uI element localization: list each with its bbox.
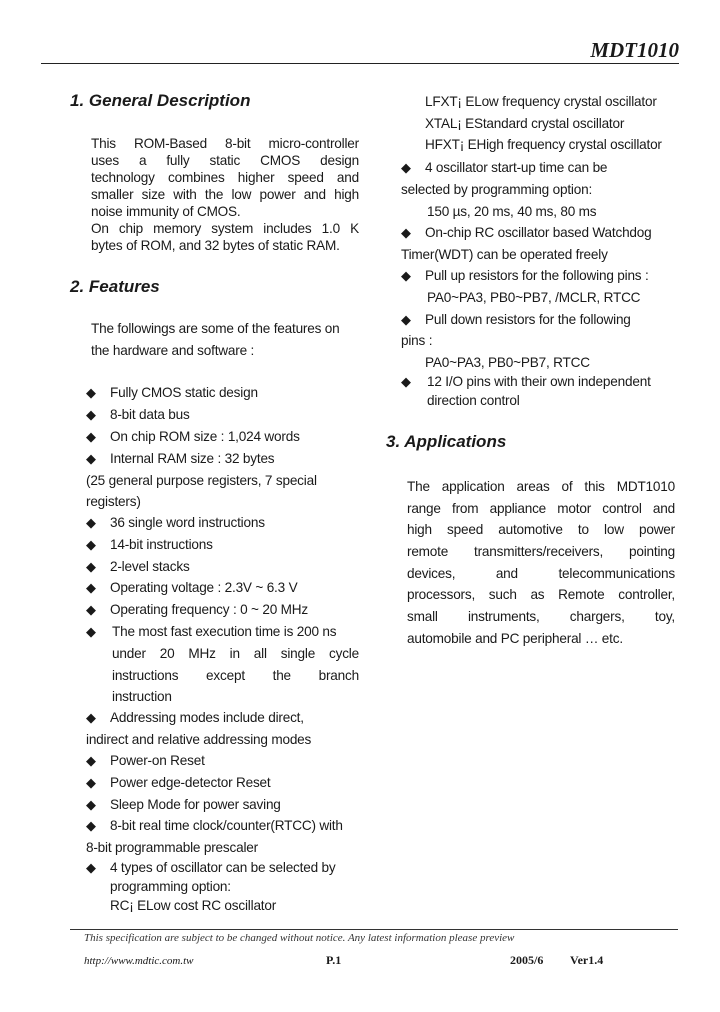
- bullet-icon: ◆: [86, 385, 96, 400]
- oscillator-option: LFXT¡ ЕLow frequency crystal oscillator: [425, 94, 657, 109]
- text-line: devices, and telecommunications: [407, 565, 675, 581]
- bullet-icon: ◆: [86, 860, 96, 875]
- feature-item: 4 oscillator start-up time can be: [425, 160, 608, 175]
- bullet-icon: ◆: [401, 225, 411, 240]
- bullet-icon: ◆: [86, 451, 96, 466]
- text-line: technology combines higher speed and: [91, 170, 359, 185]
- feature-item-continued: 8-bit programmable prescaler: [86, 840, 258, 855]
- feature-item: On-chip RC oscillator based Watchdog: [425, 225, 652, 240]
- pin-list: PA0~PA3, PB0~PB7, /MCLR, RTCC: [427, 290, 641, 305]
- text-line: smaller size with the low power and high: [91, 187, 359, 202]
- bullet-icon: ◆: [401, 312, 411, 327]
- feature-item: Pull down resistors for the following: [425, 312, 631, 327]
- text-line: instruction: [112, 689, 172, 705]
- text-line: bytes of ROM, and 32 bytes of static RAM.: [91, 238, 340, 253]
- footer-url[interactable]: http://www.mdtic.com.tw: [84, 955, 194, 967]
- feature-item: 36 single word instructions: [110, 515, 265, 530]
- bullet-icon: ◆: [86, 537, 96, 552]
- applications-heading: 3. Applications: [386, 432, 507, 451]
- page-number: P.1: [326, 953, 342, 967]
- general-description-paragraph: [91, 135, 359, 254]
- feature-item: Internal RAM size : 32 bytes: [110, 451, 275, 466]
- bullet-icon: ◆: [86, 710, 96, 725]
- general-description-heading: 1. General Description: [70, 91, 251, 110]
- feature-item: 8-bit data bus: [110, 407, 190, 422]
- feature-item-continued: (25 general purpose registers, 7 special: [86, 473, 317, 488]
- bullet-icon: ◆: [86, 559, 96, 574]
- feature-item: Sleep Mode for power saving: [110, 797, 281, 812]
- document-title: MDT1010: [590, 38, 679, 62]
- feature-item: 2-level stacks: [110, 559, 190, 574]
- oscillator-option: HFXT¡ ЕHigh frequency crystal oscillator: [425, 137, 662, 152]
- bullet-icon: ◆: [86, 515, 96, 530]
- text-line: small instruments, chargers, toy,: [407, 609, 675, 625]
- text-line: uses a fully static CMOS design: [91, 153, 359, 168]
- text-line: range from appliance motor control and: [407, 500, 675, 516]
- header-rule: [41, 63, 679, 64]
- feature-item: 12 I/O pins with their own independent: [427, 374, 651, 389]
- bullet-icon: ◆: [86, 775, 96, 790]
- feature-item: 8-bit real time clock/counter(RTCC) with: [110, 818, 343, 833]
- feature-item: Power-on Reset: [110, 753, 205, 768]
- footer-rule: [70, 929, 678, 930]
- feature-item-continued: selected by programming option:: [401, 182, 593, 197]
- features-intro: The followings are some of the features on: [91, 321, 340, 336]
- bullet-icon: ◆: [86, 753, 96, 768]
- feature-item: Operating voltage : 2.3V ~ 6.3 V: [110, 580, 298, 595]
- feature-item-multiline: [112, 624, 359, 711]
- bullet-icon: ◆: [86, 624, 96, 639]
- feature-item: Pull up resistors for the following pins :: [425, 268, 649, 283]
- feature-item-continued: programming option:: [110, 879, 231, 894]
- text-line: processors, such as Remote controller,: [407, 587, 675, 603]
- text-line: automobile and PC peripheral … etc.: [407, 630, 623, 646]
- pin-list: PA0~PA3, PB0~PB7, RTCC: [425, 355, 590, 370]
- features-heading: 2. Features: [70, 277, 160, 296]
- text-line: under 20 MHz in all single cycle: [112, 645, 359, 661]
- text-line: noise immunity of CMOS.: [91, 204, 241, 219]
- feature-item-continued: Timer(WDT) can be operated freely: [401, 247, 608, 262]
- text-line: instructions except the branch: [112, 667, 359, 683]
- footer-notice: This specification are subject to be changed without notice. Any latest information please preview: [84, 932, 515, 944]
- bullet-icon: ◆: [401, 374, 411, 389]
- feature-item: Fully CMOS static design: [110, 385, 258, 400]
- bullet-icon: ◆: [86, 602, 96, 617]
- features-intro: the hardware and software :: [91, 343, 255, 358]
- feature-item: 4 types of oscillator can be selected by: [110, 860, 336, 875]
- feature-item-continued: direction control: [427, 393, 520, 408]
- text-line: On chip memory system includes 1.0 K: [91, 221, 359, 236]
- oscillator-option: RC¡ ЕLow cost RC oscillator: [110, 898, 277, 913]
- bullet-icon: ◆: [401, 160, 411, 175]
- bullet-icon: ◆: [86, 429, 96, 444]
- feature-item-continued: pins :: [401, 333, 433, 348]
- feature-item-continued: registers): [86, 494, 141, 509]
- footer-version: Ver1.4: [570, 953, 604, 967]
- text-line: The most fast execution time is 200 ns: [112, 624, 337, 639]
- startup-time-values: 150 µs, 20 ms, 40 ms, 80 ms: [427, 204, 597, 219]
- text-line: high speed automotive to low power: [407, 522, 675, 538]
- text-line: remote transmitters/receivers, pointing: [407, 544, 675, 560]
- footer-date: 2005/6: [510, 953, 544, 967]
- feature-item: Addressing modes include direct,: [110, 710, 304, 725]
- text-line: This ROM-Based 8-bit micro-controller: [91, 136, 359, 151]
- feature-item: Operating frequency : 0 ~ 20 MHz: [110, 602, 308, 617]
- bullet-icon: ◆: [86, 580, 96, 595]
- bullet-icon: ◆: [86, 407, 96, 422]
- feature-item-continued: indirect and relative addressing modes: [86, 732, 312, 747]
- bullet-icon: ◆: [86, 818, 96, 833]
- feature-item: On chip ROM size : 1,024 words: [110, 429, 300, 444]
- bullet-icon: ◆: [86, 797, 96, 812]
- feature-item: Power edge-detector Reset: [110, 775, 271, 790]
- text-line: The application areas of this MDT1010: [407, 479, 675, 494]
- oscillator-option: XTAL¡ ЕStandard crystal oscillator: [425, 116, 625, 131]
- feature-item: 14-bit instructions: [110, 537, 213, 552]
- applications-paragraph: [407, 476, 675, 650]
- bullet-icon: ◆: [401, 268, 411, 283]
